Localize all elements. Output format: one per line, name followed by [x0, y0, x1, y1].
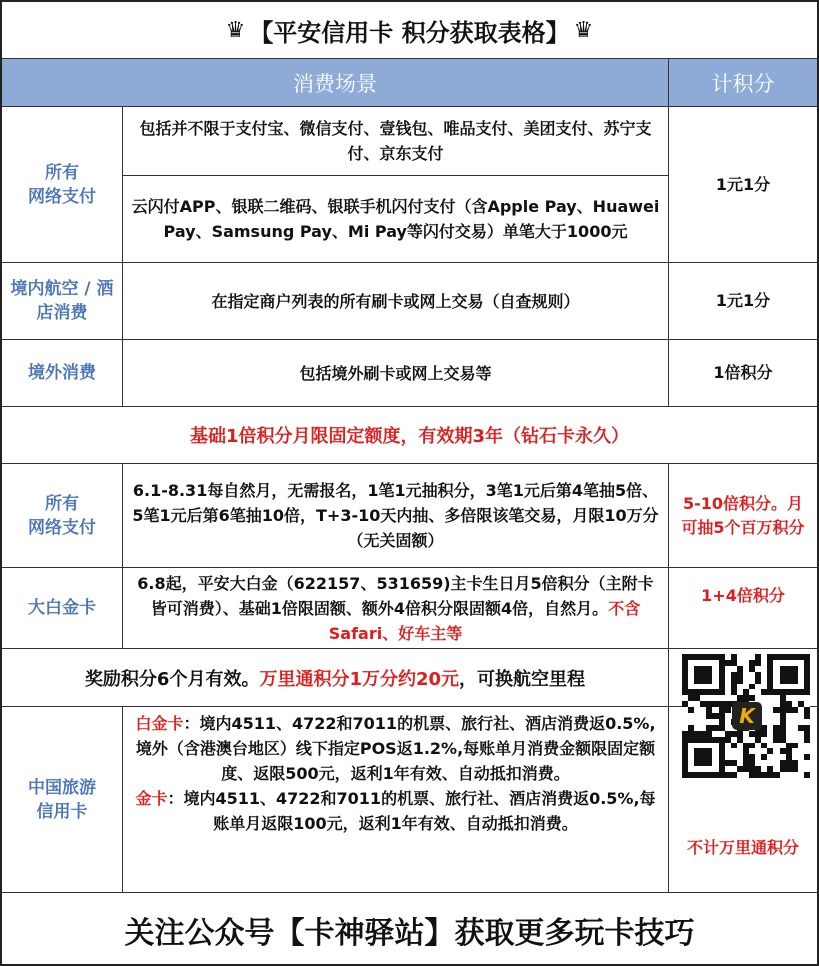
row-points: 1倍积分 — [713, 363, 773, 382]
header-scenario: 消费场景 — [2, 59, 669, 106]
row-label-line: 中国旅游 — [28, 777, 96, 798]
table-row-domestic-travel — [2, 263, 817, 340]
row-description: 包括境外刷卡或网上交易等 — [123, 340, 669, 406]
footer-banner: 关注公众号【卡神驿站】获取更多玩卡技巧 — [124, 915, 695, 951]
white-gold-card-detail: ：境内4511、4722和7011的机票、旅行社、酒店消费返0.5%,境外（含港澳台地区）线下指定POS返1.2%,每账单月消费金额限固定额度、返限500元，返利1年有效、自动抵扣消费。 — [135, 714, 656, 783]
row-label-line: 所有 — [45, 493, 79, 514]
table-row-promo-platinum — [2, 568, 817, 649]
row-label — [2, 707, 123, 892]
reward-note-part3: ，可换航空里程 — [459, 668, 586, 690]
crown-icon: ♛ — [573, 17, 594, 43]
description-exclusion: 不含Safari、好车主等 — [328, 599, 641, 643]
row-label-line: 网络支付 — [28, 186, 96, 207]
row-points: 5-10倍积分。月可抽5个百万积分 — [681, 493, 805, 537]
row-points: 1+4倍积分 — [701, 586, 785, 605]
header-points: 计积分 — [711, 71, 775, 96]
reward-note — [2, 649, 669, 706]
row-label: 大白金卡 — [2, 568, 123, 648]
row-label: 境外消费 — [2, 340, 123, 406]
row-points: 不计万里通积分 — [686, 838, 799, 857]
row-description — [123, 107, 669, 262]
description-part-a: 包括并不限于支付宝、微信支付、壹钱包、唯品支付、美团支付、苏宁支付、京东支付 — [123, 107, 668, 176]
row-points: 1元1分 — [715, 174, 771, 194]
row-description: 6.1-8.31每自然月，无需报名，1笔1元抽积分，3笔1元后第4笔抽5倍、5笔1元后第6笔抽10倍，T+3-10天内抽、多倍限该笔交易，月限10万分（无关固额） — [123, 464, 669, 567]
table-row-network-payment — [2, 107, 817, 263]
title-text: 【平安信用卡 积分获取表格】 — [249, 18, 570, 47]
table-row-overseas — [2, 340, 817, 407]
crown-icon: ♛ — [225, 17, 246, 43]
row-label — [2, 464, 123, 567]
description-main: 6.8起，平安大白金（622157、531659)主卡生日月5倍积分（主附卡皆可消费）、基础1倍限固额、额外4倍积分限固额4倍，自然月。 — [137, 574, 654, 618]
gold-card-label: 金卡 — [135, 789, 168, 808]
gold-card-detail: ：境内4511、4722和7011的机票、旅行社、酒店消费返0.5%,每账单月返限100元，返利1年有效、自动抵扣消费。 — [167, 789, 656, 833]
row-label: 境内航空 / 酒店消费 — [2, 263, 123, 339]
row-description — [123, 568, 669, 648]
row-description — [123, 707, 669, 892]
gold-card-text — [131, 786, 660, 836]
row-label-line: 信用卡 — [36, 801, 88, 822]
table-row-promo-network — [2, 464, 817, 568]
table-header — [2, 59, 817, 107]
row-points: 1元1分 — [715, 291, 771, 310]
white-gold-card-text — [131, 711, 660, 786]
qr-logo-icon: K — [732, 702, 762, 730]
reward-note-part2: 万里通积分1万分约20元 — [259, 668, 460, 690]
table-title — [2, 2, 817, 59]
qr-module — [804, 772, 810, 778]
base-points-note: 基础1倍积分月限固定额度，有效期3年（钻石卡永久） — [189, 426, 630, 447]
white-gold-card-label: 白金卡 — [135, 714, 184, 733]
base-points-note-row — [2, 407, 817, 464]
description-part-b: 云闪付APP、银联二维码、银联手机闪付支付（含Apple Pay、Huawei Pay、Samsung Pay、Mi Pay等闪付交易）单笔大于1000元 — [131, 197, 660, 241]
row-description: 在指定商户列表的所有刷卡或网上交易（自查规则） — [123, 263, 669, 339]
reward-note-part1: 奖励积分6个月有效。 — [84, 668, 260, 690]
row-label — [2, 107, 123, 262]
row-label-line: 所有 — [45, 162, 79, 183]
row-label-line: 网络支付 — [28, 517, 96, 538]
qr-code — [682, 654, 810, 778]
